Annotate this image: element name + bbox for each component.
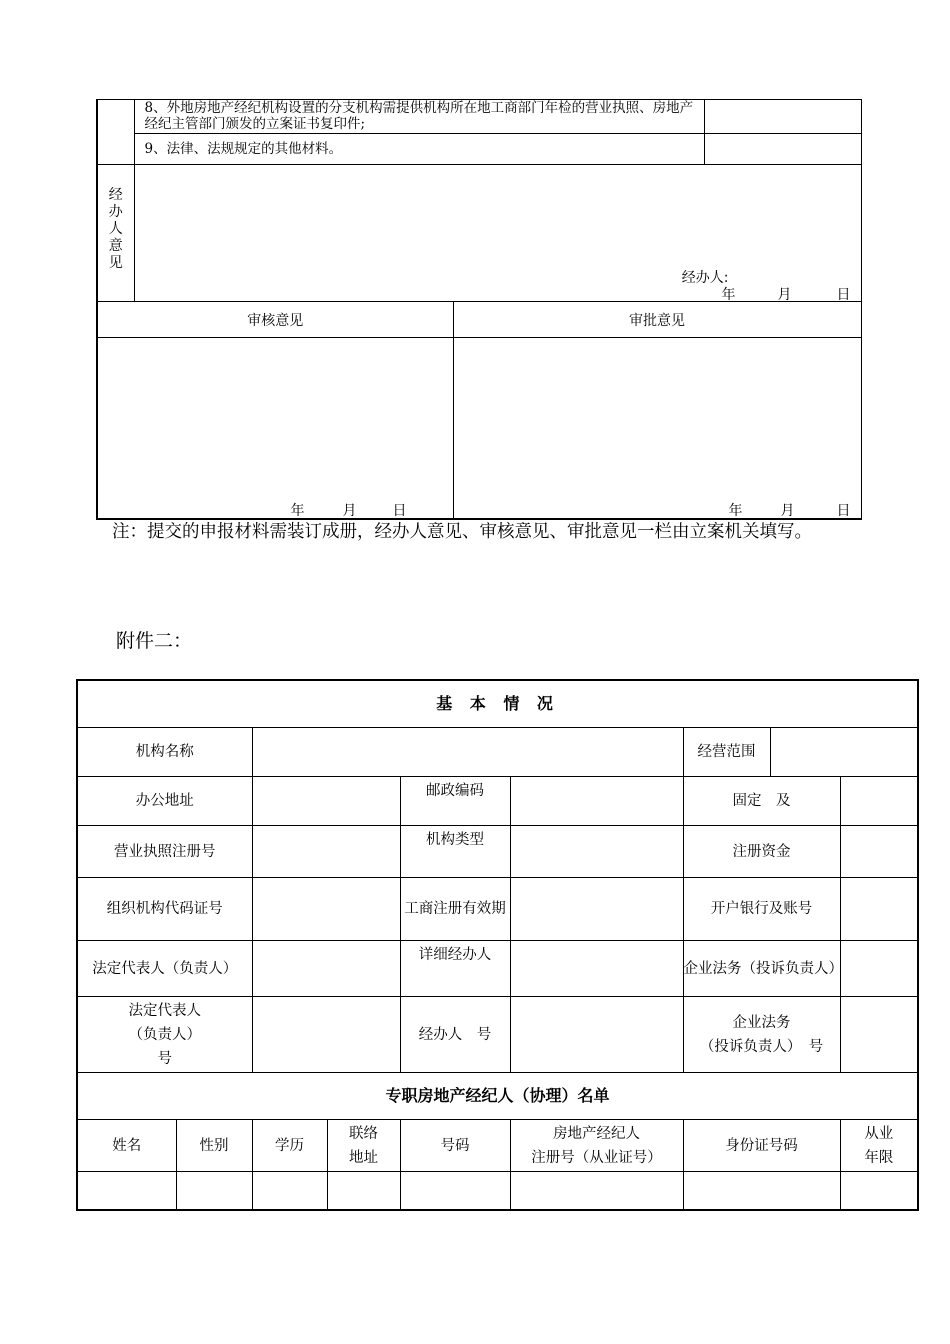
business-scope-field[interactable] xyxy=(770,728,918,777)
legal-affairs-no-field[interactable] xyxy=(840,997,918,1073)
org-type-field[interactable] xyxy=(510,826,683,878)
material-item-8: 8、外地房地产经纪机构设置的分支机构需提供机构所在地工商部门年检的营业执照、房地产经纪主管部门颁发的立案证书复印件; xyxy=(134,100,704,134)
handler-no-label: 经办人 号 xyxy=(400,997,510,1073)
col-number: 号码 xyxy=(400,1120,510,1172)
office-address-label: 办公地址 xyxy=(77,777,252,826)
org-name-field[interactable] xyxy=(252,728,683,777)
org-type-label: 机构类型 xyxy=(400,826,510,878)
col-registration: 房地产经纪人 注册号（从业证号） xyxy=(510,1120,683,1172)
org-code-label: 组织机构代码证号 xyxy=(77,878,252,941)
postcode-label: 邮政编码 xyxy=(400,777,510,826)
annex-title: 附件二： xyxy=(116,630,193,652)
application-opinion-table xyxy=(96,99,862,520)
business-scope-label: 经营范围 xyxy=(683,728,770,777)
reg-valid-field[interactable] xyxy=(510,878,683,941)
agent-education-field[interactable] xyxy=(252,1172,327,1210)
review-opinion-field[interactable] xyxy=(97,338,453,520)
org-code-field[interactable] xyxy=(252,878,400,941)
agent-id-field[interactable] xyxy=(683,1172,840,1210)
agent-number-field[interactable] xyxy=(400,1172,510,1210)
col-contact-address: 联络 地址 xyxy=(327,1120,400,1172)
col-years: 从业 年限 xyxy=(840,1120,918,1172)
agent-gender-field[interactable] xyxy=(176,1172,252,1210)
material-item-9: 9、法律、法规规定的其他材料。 xyxy=(134,134,704,165)
bank-account-field[interactable] xyxy=(840,878,918,941)
handler-date: 年 月 日 xyxy=(721,287,851,303)
col-education: 学历 xyxy=(252,1120,327,1172)
agents-list-title: 专职房地产经纪人（协理）名单 xyxy=(77,1073,918,1120)
left-blank-cell xyxy=(97,100,134,165)
license-no-field[interactable] xyxy=(252,826,400,878)
material-item-9-check[interactable] xyxy=(704,134,861,165)
approve-opinion-field[interactable] xyxy=(453,338,861,520)
reg-valid-label: 工商注册有效期 xyxy=(400,878,510,941)
legal-rep-no-label: 法定代表人 （负责人） 号 xyxy=(77,997,252,1073)
col-name: 姓名 xyxy=(77,1120,176,1172)
reg-capital-field[interactable] xyxy=(840,826,918,878)
handler-signature-label: 经办人: xyxy=(681,270,729,286)
legal-rep-label: 法定代表人（负责人） xyxy=(77,941,252,997)
material-item-8-check[interactable] xyxy=(704,100,861,134)
approve-date: 年 月 日 xyxy=(728,503,851,519)
handler-opinion-label: 经 办 人 意 见 xyxy=(97,165,134,302)
handler-no-field[interactable] xyxy=(510,997,683,1073)
bank-account-label: 开户银行及账号 xyxy=(683,878,840,941)
agent-registration-field[interactable] xyxy=(510,1172,683,1210)
fixed-phone-label: 固定 及 xyxy=(683,777,840,826)
handler-opinion-field[interactable] xyxy=(134,165,861,302)
license-no-label: 营业执照注册号 xyxy=(77,826,252,878)
legal-affairs-no-label: 企业法务 （投诉负责人） 号 xyxy=(683,997,840,1073)
agent-years-field[interactable] xyxy=(840,1172,918,1210)
basic-info-title: 基 本 情 况 xyxy=(77,680,918,728)
office-address-field[interactable] xyxy=(252,777,400,826)
agent-contact-field[interactable] xyxy=(327,1172,400,1210)
col-id-number: 身份证号码 xyxy=(683,1120,840,1172)
col-gender: 性别 xyxy=(176,1120,252,1172)
detail-handler-label: 详细经办人 xyxy=(400,941,510,997)
reg-capital-label: 注册资金 xyxy=(683,826,840,878)
org-name-label: 机构名称 xyxy=(77,728,252,777)
postcode-field[interactable] xyxy=(510,777,683,826)
review-date: 年 月 日 xyxy=(290,503,407,519)
agent-name-field[interactable] xyxy=(77,1172,176,1210)
basic-info-table xyxy=(76,679,919,1211)
approve-opinion-header: 审批意见 xyxy=(453,302,861,338)
legal-rep-field[interactable] xyxy=(252,941,400,997)
review-opinion-header: 审核意见 xyxy=(97,302,453,338)
detail-handler-field[interactable] xyxy=(510,941,683,997)
fixed-phone-field[interactable] xyxy=(840,777,918,826)
submission-note: 注：提交的申报材料需装订成册，经办人意见、审核意见、审批意见一栏由立案机关填写。 xyxy=(112,522,812,542)
legal-affairs-field[interactable] xyxy=(840,941,918,997)
legal-affairs-label: 企业法务（投诉负责人） xyxy=(683,941,840,997)
legal-rep-no-field[interactable] xyxy=(252,997,400,1073)
